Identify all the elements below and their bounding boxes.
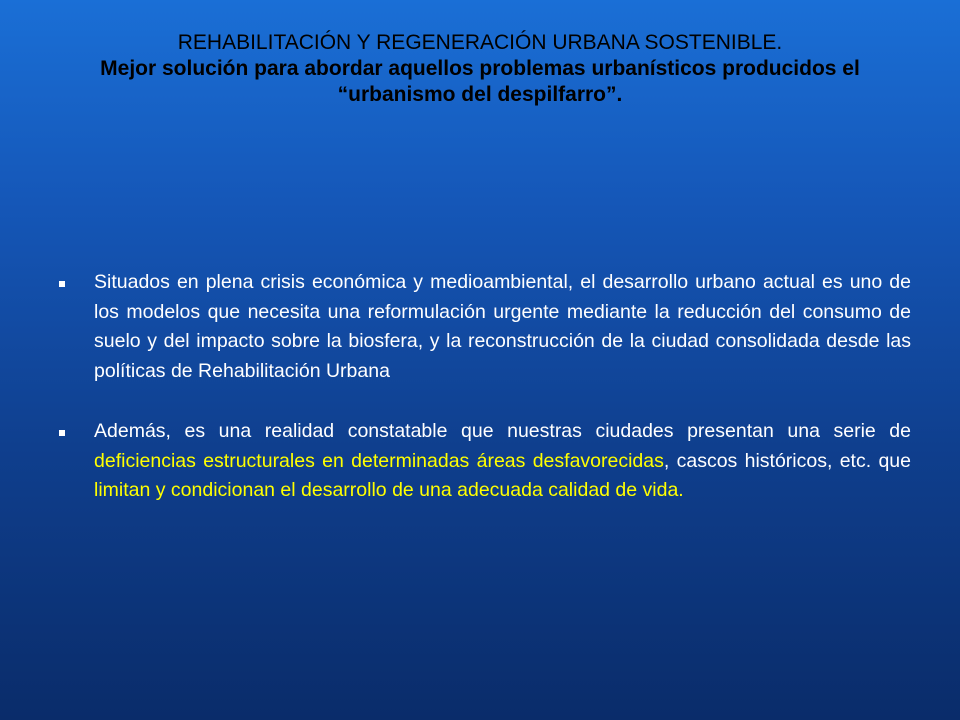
square-bullet-icon	[59, 430, 65, 436]
bullet-item	[56, 417, 911, 506]
title-line-2: Mejor solución para abordar aquellos problemas urbanísticos producidos el “urbanismo del despilfarro”.	[100, 57, 860, 106]
bullet-item	[56, 268, 911, 386]
highlighted-text: limitan y condicionan el desarrollo de una adecuada calidad de vida.	[94, 479, 684, 501]
bullet-text-segment: Además, es una realidad constatable que nuestras ciudades presentan una serie de	[94, 420, 911, 442]
square-bullet-icon	[59, 281, 65, 287]
bullet-text: Situados en plena crisis económica y medioambiental, el desarrollo urbano actual es uno de los modelos que necesita una reformulación urgente mediante la reducción del consumo de suelo y del impacto sobre la biosfera, y la reconstrucción de la ciudad consolidada desde las políticas de Rehabilitación Urbana	[94, 271, 911, 382]
title-line-1: REHABILITACIÓN Y REGENERACIÓN URBANA SOSTENIBLE.	[177, 31, 783, 54]
highlighted-text: deficiencias estructurales en determinadas áreas desfavorecidas	[94, 449, 664, 472]
bullet-text-segment: , cascos históricos, etc. que	[663, 449, 911, 472]
slide-title	[40, 30, 920, 108]
bullet-list	[56, 268, 911, 537]
